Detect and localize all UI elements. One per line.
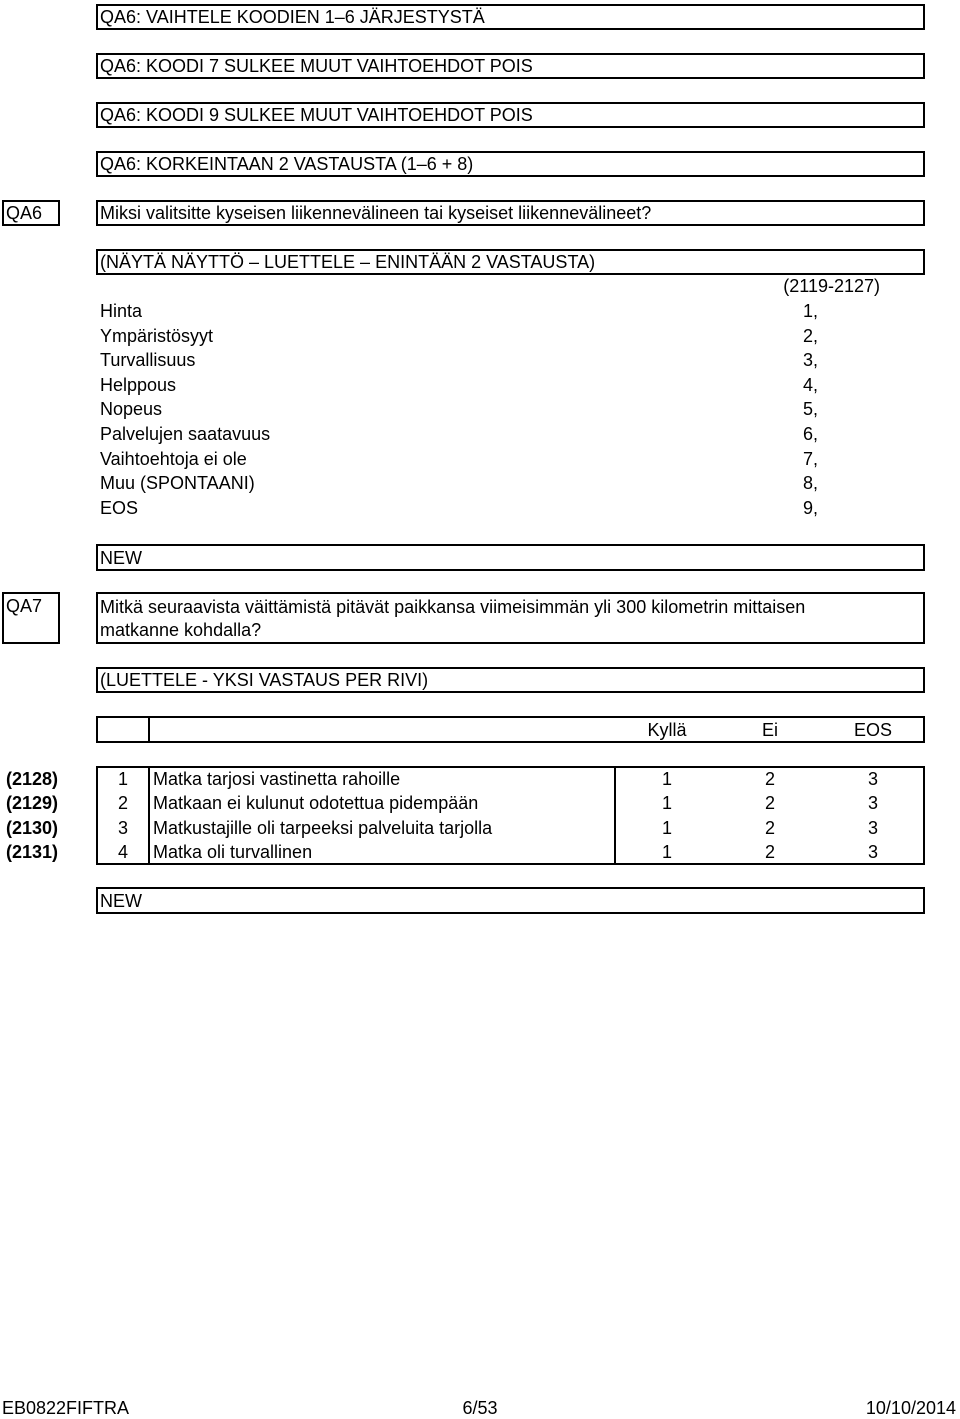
qa6-new-box (96, 544, 925, 571)
qa7-row-answer-kylla: 1 (661, 793, 672, 813)
qa7-header-kylla: Kyllä (647, 720, 687, 740)
qa7-row-answer-ei: 2 (764, 842, 775, 862)
option-label-turvallisuus: Turvallisuus (100, 350, 196, 370)
option-code-eos: 9, (802, 498, 818, 518)
option-label-nopeus: Nopeus (100, 399, 163, 419)
option-code-vaihtoehtoja-ei-ole: 7, (802, 449, 818, 469)
qa7-row-answer-ei: 2 (764, 769, 775, 789)
qa7-row-id: (2129) (6, 793, 59, 813)
qa7-row-answer-eos: 3 (867, 842, 878, 862)
qa6-instruction: (NÄYTÄ NÄYTTÖ – LUETTELE – ENINTÄÄN 2 VASTAUSTA) (100, 252, 596, 272)
qa7-row-num: 2 (118, 793, 129, 813)
qa7-body-divider-1 (148, 766, 150, 865)
qa6-question: Miksi valitsitte kyseisen liikennevälineen tai kyseiset liikennevälineet? (100, 203, 652, 223)
qa7-row-answer-ei: 2 (764, 793, 775, 813)
qa7-row-answer-eos: 3 (867, 818, 878, 838)
qa7-row-text: Matkustajille oli tarpeeksi palveluita tarjolla (153, 818, 493, 838)
qa7-row-text: Matka tarjosi vastinetta rahoille (153, 769, 401, 789)
qa7-row-id: (2130) (6, 818, 59, 838)
option-label-ymparistosyyt: Ympäristösyyt (100, 326, 214, 346)
footer-page-number: 6/53 (462, 1398, 498, 1418)
option-label-vaihtoehtoja-ei-ole: Vaihtoehtoja ei ole (100, 449, 247, 469)
qa7-header-eos: EOS (853, 720, 892, 740)
option-code-turvallisuus: 3, (802, 350, 818, 370)
qa7-row-answer-eos: 3 (867, 769, 878, 789)
qa7-code: QA7 (6, 596, 43, 616)
qa6-code: QA6 (6, 203, 43, 223)
qa7-new-label: NEW (100, 891, 142, 911)
qa7-new-box (96, 887, 925, 914)
qa6-range: (2119-2127) (783, 276, 880, 296)
qa7-question-line2: matkanne kohdalla? (100, 620, 262, 640)
option-code-palvelujen-saatavuus: 6, (802, 424, 818, 444)
footer-doc-id: EB0822FIFTRA (2, 1398, 130, 1418)
qa7-row-answer-ei: 2 (764, 818, 775, 838)
qa7-row-answer-kylla: 1 (661, 842, 672, 862)
option-label-helppous: Helppous (100, 375, 177, 395)
instruction-text-2: QA6: KOODI 7 SULKEE MUUT VAIHTOEHDOT POIS (100, 56, 533, 76)
qa7-question-line1: Mitkä seuraavista väittämistä pitävät paikkansa viimeisimmän yli 300 kilometrin mittaisen (100, 597, 806, 617)
option-label-eos: EOS (100, 498, 139, 518)
qa7-body-divider-2 (614, 766, 616, 865)
option-code-ymparistosyyt: 2, (802, 326, 818, 346)
qa6-new-label: NEW (100, 548, 142, 568)
footer-date: 10/10/2014 (865, 1398, 956, 1418)
qa7-row-num: 4 (118, 842, 129, 862)
qa7-row-num: 1 (118, 769, 129, 789)
instruction-text-3: QA6: KOODI 9 SULKEE MUUT VAIHTOEHDOT POIS (100, 105, 533, 125)
option-code-muu: 8, (802, 473, 818, 493)
qa7-header-divider (148, 716, 150, 743)
qa7-row-text: Matkaan ei kulunut odotettua pidempään (153, 793, 479, 813)
option-code-helppous: 4, (802, 375, 818, 395)
qa7-row-answer-kylla: 1 (661, 818, 672, 838)
option-code-hinta: 1, (802, 301, 818, 321)
option-label-palvelujen-saatavuus: Palvelujen saatavuus (100, 424, 271, 444)
option-code-nopeus: 5, (802, 399, 818, 419)
qa7-row-answer-kylla: 1 (661, 769, 672, 789)
instruction-text-1: QA6: VAIHTELE KOODIEN 1–6 JÄRJESTYSTÄ (100, 7, 485, 27)
qa7-header-ei: Ei (761, 720, 778, 740)
qa7-row-num: 3 (118, 818, 129, 838)
option-label-muu: Muu (SPONTAANI) (100, 473, 255, 493)
instruction-text-4: QA6: KORKEINTAAN 2 VASTAUSTA (1–6 + 8) (100, 154, 474, 174)
qa7-instruction: (LUETTELE - YKSI VASTAUS PER RIVI) (100, 670, 429, 690)
qa7-row-answer-eos: 3 (867, 793, 878, 813)
qa7-row-id: (2128) (6, 769, 59, 789)
option-label-hinta: Hinta (100, 301, 143, 321)
qa7-row-id: (2131) (6, 842, 59, 862)
qa7-row-text: Matka oli turvallinen (153, 842, 313, 862)
